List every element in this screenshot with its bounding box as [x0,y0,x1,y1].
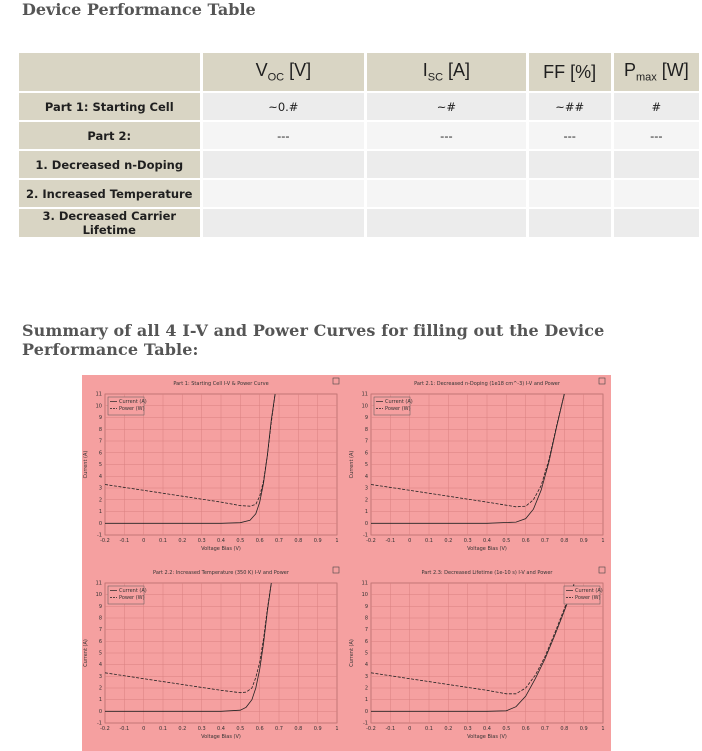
y-tick-label: 11 [361,391,368,398]
y-tick-label: -1 [97,532,102,539]
legend-label: Power (W) [119,595,145,601]
iv-plots-svg [82,375,611,751]
legend-label: Power (W) [575,595,601,601]
y-tick-label: 8 [364,426,368,433]
x-tick-label: 0.8 [294,726,303,732]
cell-isc[interactable]: ~# [367,93,526,120]
x-tick-label: 0.7 [275,726,283,732]
row-label: 1. Decreased n-Doping [19,151,200,178]
x-tick-label: -0.1 [119,538,130,544]
plot-close-icon [599,378,605,384]
y-tick-label: 1 [364,509,368,515]
y-tick-label: 9 [98,415,102,421]
y-tick-label: 11 [361,580,368,587]
y-tick-label: 2 [98,497,102,504]
y-tick-label: 8 [98,615,102,622]
y-tick-label: 3 [364,673,368,680]
x-tick-label: 0.5 [236,538,245,544]
x-tick-label: 0.2 [178,538,187,544]
y-tick-label: 4 [98,473,102,480]
cell-isc[interactable] [367,180,526,207]
x-tick-label: 0.2 [444,538,453,544]
x-tick-label: 0.5 [502,726,511,732]
header-isc: $I_{SC}$ [A] [367,53,526,91]
y-tick-label: 8 [98,426,102,433]
y-tick-label: 2 [364,685,368,692]
legend-label: Current (A) [119,399,147,405]
table-header-row [19,53,699,91]
y-tick-label: 0 [98,708,102,715]
plot-title: Part 2.3: Decreased Lifetime (1e-10 s) I-V and Power [421,570,553,576]
table-row [19,209,699,237]
y-tick-label: -1 [97,720,102,727]
table-row [19,151,699,178]
plot-close-icon [599,567,605,573]
x-tick-label: 0.6 [255,538,264,544]
x-tick-label: 1 [601,726,605,732]
cell-ff[interactable]: --- [529,122,611,149]
cell-ff[interactable] [529,209,611,237]
cell-isc[interactable] [367,151,526,178]
x-tick-label: 0.6 [521,726,530,732]
x-axis-label: Voltage Bias (V) [467,734,507,740]
y-tick-label: -1 [363,532,368,539]
x-tick-label: 0.5 [502,538,511,544]
y-tick-label: 5 [98,650,102,657]
x-tick-label: 0.3 [463,538,472,544]
plot-close-icon [333,378,339,384]
legend-label: Current (A) [119,588,147,594]
x-tick-label: -0.1 [119,726,130,732]
plot-title: Part 2.1: Decreased n-Doping (1e18 cm^-3) I-V and Power [414,381,560,387]
cell-pmax[interactable] [614,180,699,207]
plot-close-icon [333,567,339,573]
x-tick-label: 0.4 [217,726,225,732]
x-axis-label: Voltage Bias (V) [201,546,241,552]
plot-title: Part 2.2: Increased Temperature (350 K) I-V and Power [153,570,289,576]
y-tick-label: 4 [364,473,368,480]
y-axis-label: Current (A) [349,639,355,667]
cell-voc[interactable] [203,151,365,178]
plot-title: Part 1: Starting Cell I-V & Power Curve [173,381,269,387]
cell-pmax[interactable]: --- [614,122,699,149]
device-performance-table [16,51,702,239]
y-tick-label: 3 [98,673,102,680]
cell-voc[interactable]: ~0.# [203,93,365,120]
y-tick-label: 1 [98,697,102,704]
x-tick-label: 0.9 [313,726,322,732]
cell-pmax[interactable]: # [614,93,699,120]
x-tick-label: -0.1 [385,538,396,544]
x-axis-label: Voltage Bias (V) [201,734,241,740]
x-tick-label: 0.1 [425,726,433,732]
table-row [19,122,699,149]
x-tick-label: 0.2 [178,726,187,732]
x-tick-label: 0.1 [425,538,433,544]
x-tick-label: 0 [142,726,146,732]
y-tick-label: 7 [98,627,102,634]
y-tick-label: 2 [98,685,102,692]
y-tick-label: 7 [364,438,368,445]
x-tick-label: -0.2 [100,726,110,732]
legend-label: Current (A) [575,588,603,594]
cell-isc[interactable] [367,209,526,237]
x-tick-label: 0.6 [255,726,264,732]
x-tick-label: -0.2 [366,726,376,732]
y-tick-label: 7 [364,627,368,634]
cell-pmax[interactable] [614,209,699,237]
table-row [19,93,699,120]
x-tick-label: 0.8 [560,538,569,544]
y-tick-label: 10 [361,403,368,410]
row-label: 3. Decreased Carrier Lifetime [19,209,200,237]
row-label: Part 2: [19,122,200,149]
x-tick-label: 1 [335,726,339,732]
y-axis-label: Current (A) [83,639,89,667]
legend-label: Current (A) [385,399,413,405]
y-tick-label: 10 [361,592,368,599]
header-ff: FF [%] [529,53,611,91]
y-tick-label: 0 [364,520,368,527]
x-axis-label: Voltage Bias (V) [467,546,507,552]
y-tick-label: 11 [95,391,102,398]
y-tick-label: 6 [364,450,368,457]
x-tick-label: 0.3 [197,538,206,544]
y-tick-label: 5 [364,462,368,468]
y-axis-label: Current (A) [349,450,355,479]
y-tick-label: 6 [98,450,102,457]
y-tick-label: 1 [98,509,102,515]
x-tick-label: -0.1 [385,726,396,732]
x-tick-label: 0.7 [541,726,549,732]
cell-pmax[interactable] [614,151,699,178]
header-empty-cell [19,53,200,91]
cell-isc[interactable]: --- [367,122,526,149]
table-row [19,180,699,207]
x-tick-label: 0.7 [275,538,283,544]
x-tick-label: 1 [601,538,605,544]
summary-heading: Summary of all 4 I-V and Power Curves for filling out the Device Performance Table: [22,321,605,359]
row-label: Part 1: Starting Cell [19,93,200,120]
x-tick-label: 0.4 [483,726,491,732]
y-tick-label: 2 [364,497,368,504]
x-tick-label: -0.2 [366,538,376,544]
x-tick-label: 0.8 [560,726,569,732]
x-tick-label: 0 [142,538,146,544]
y-tick-label: 11 [95,580,102,587]
cell-voc[interactable] [203,180,365,207]
x-tick-label: 0.1 [159,726,167,732]
y-tick-label: 6 [364,638,368,645]
legend-label: Power (W) [385,406,411,412]
row-label: 2. Increased Temperature [19,180,200,207]
x-tick-label: 0.8 [294,538,303,544]
x-tick-label: 0.1 [159,538,167,544]
y-tick-label: 9 [364,603,368,610]
page-title: Device Performance Table [22,0,256,19]
cell-ff[interactable] [529,180,611,207]
x-tick-label: 0.3 [197,726,206,732]
y-tick-label: 1 [364,697,368,704]
y-tick-label: 5 [364,650,368,657]
y-tick-label: 4 [98,662,102,669]
y-tick-label: 6 [98,638,102,645]
y-tick-label: 9 [364,415,368,421]
x-tick-label: 0.4 [483,538,491,544]
iv-plots-panel [82,375,611,751]
y-tick-label: 3 [364,485,368,492]
x-tick-label: 0.2 [444,726,453,732]
legend-label: Power (W) [119,406,145,412]
x-tick-label: -0.2 [100,538,110,544]
y-tick-label: 3 [98,485,102,492]
cell-voc[interactable]: --- [203,122,365,149]
x-tick-label: 0 [408,726,412,732]
y-tick-label: 5 [98,462,102,468]
x-tick-label: 0.4 [217,538,225,544]
x-tick-label: 1 [335,538,339,544]
y-tick-label: 0 [98,520,102,527]
cell-ff[interactable] [529,151,611,178]
x-tick-label: 0.7 [541,538,549,544]
x-tick-label: 0 [408,538,412,544]
y-tick-label: 7 [98,438,102,445]
y-tick-label: 0 [364,708,368,715]
y-axis-label: Current (A) [83,450,89,479]
y-tick-label: 10 [95,592,102,599]
y-tick-label: -1 [363,720,368,727]
y-tick-label: 4 [364,662,368,669]
cell-voc[interactable] [203,209,365,237]
x-tick-label: 0.6 [521,538,530,544]
x-tick-label: 0.9 [579,538,588,544]
y-tick-label: 10 [95,403,102,410]
cell-ff[interactable]: ~## [529,93,611,120]
y-tick-label: 8 [364,615,368,622]
header-voc: $V_{OC}$ [V] [203,53,365,91]
x-tick-label: 0.5 [236,726,245,732]
header-pmax: $P_{max}$ [W] [614,53,699,91]
y-tick-label: 9 [98,603,102,610]
x-tick-label: 0.9 [313,538,322,544]
x-tick-label: 0.9 [579,726,588,732]
x-tick-label: 0.3 [463,726,472,732]
